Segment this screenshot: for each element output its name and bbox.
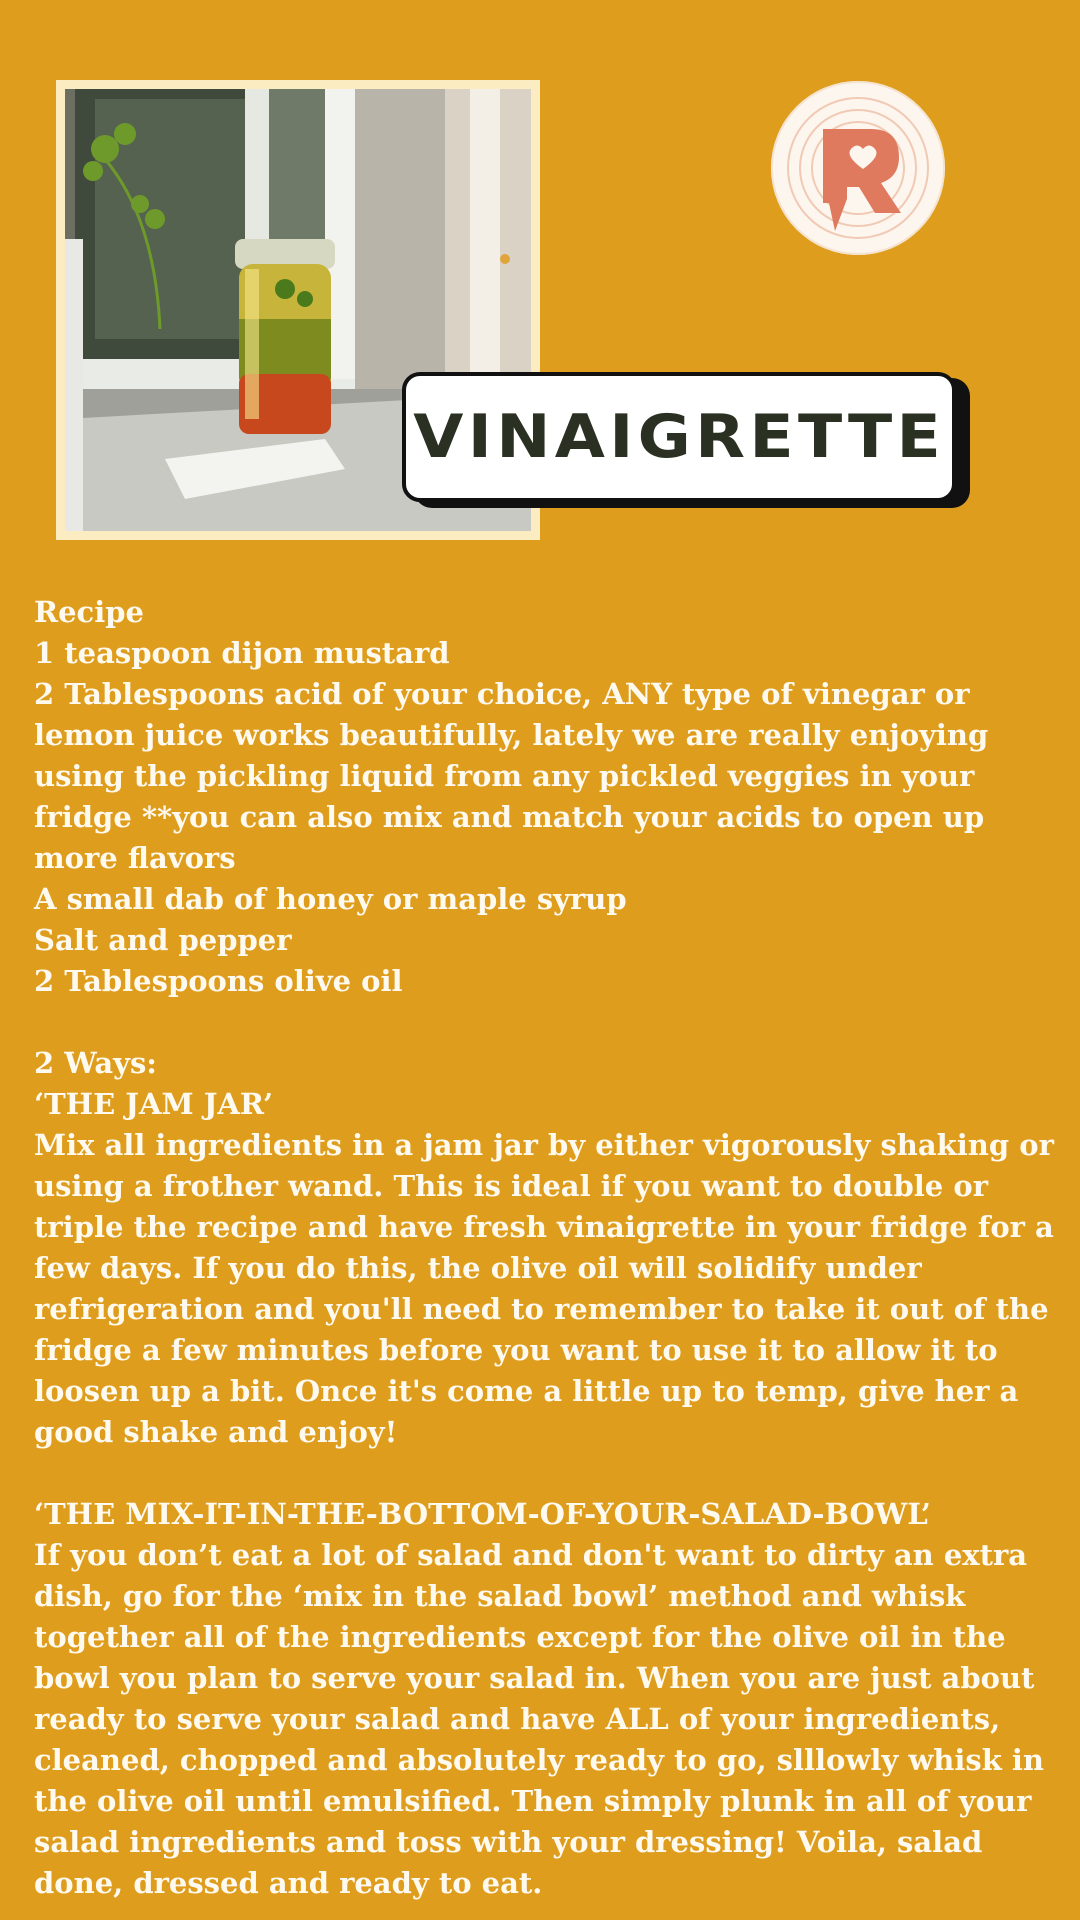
method-text-jam-jar: Mix all ingredients in a jam jar by either vigorously shaking or using a frother wand. This is ideal if you want to double or triple the recipe and have fresh vinaigrette in your fridge for a few days. If you do this, the olive oil will solidify under refrigeration and you'll need to remember to take it out of the fridge a few minutes before you want to use it to allow it to loosen up a bit. Once it's come a little up to temp, give her a good shake and enjoy! [34,1128,1054,1449]
recipe-body [34,592,1054,1904]
method-text-salad-bowl: If you don’t eat a lot of salad and don't want to dirty an extra dish, go for the ‘mix in the salad bowl’ method and whisk together all of the ingredients except for the olive oil in the bowl you plan to serve your salad in. When you are just about ready to serve your salad and have ALL of your ingredients, cleaned, chopped and absolutely ready to go, slllowly whisk in the olive oil until emulsified. Then simply plunk in all of your salad ingredients and toss with your dressing! Voila, salad done, dressed and ready to eat. [34,1538,1045,1900]
ways-heading: 2 Ways: [34,1046,157,1080]
method-title-jam-jar: ‘THE JAM JAR’ [34,1087,274,1121]
ingredient-item: 1 teaspoon dijon mustard [34,636,450,670]
method-title-salad-bowl: ‘THE MIX-IT-IN-THE-BOTTOM-OF-YOUR-SALAD-BOWL’ [34,1497,931,1531]
recipe-heading: Recipe [34,595,144,629]
page-title: VINAIGRETTE [413,402,945,472]
ingredient-item: 2 Tablespoons acid of your choice, ANY type of vinegar or lemon juice works beautifully, lately we are really enjoying using the pickling liquid from any pickled veggies in your fridge **you can also mix and match your acids to open up more flavors [34,677,989,875]
ingredient-item: Salt and pepper [34,923,292,957]
ingredient-item: 2 Tablespoons olive oil [34,964,403,998]
brand-logo [771,81,945,255]
spacer [34,1002,1054,1043]
r-heart-logo-icon [771,81,945,255]
title-box [402,372,956,502]
spacer [34,1453,1054,1494]
ingredient-item: A small dab of honey or maple syrup [34,882,627,916]
